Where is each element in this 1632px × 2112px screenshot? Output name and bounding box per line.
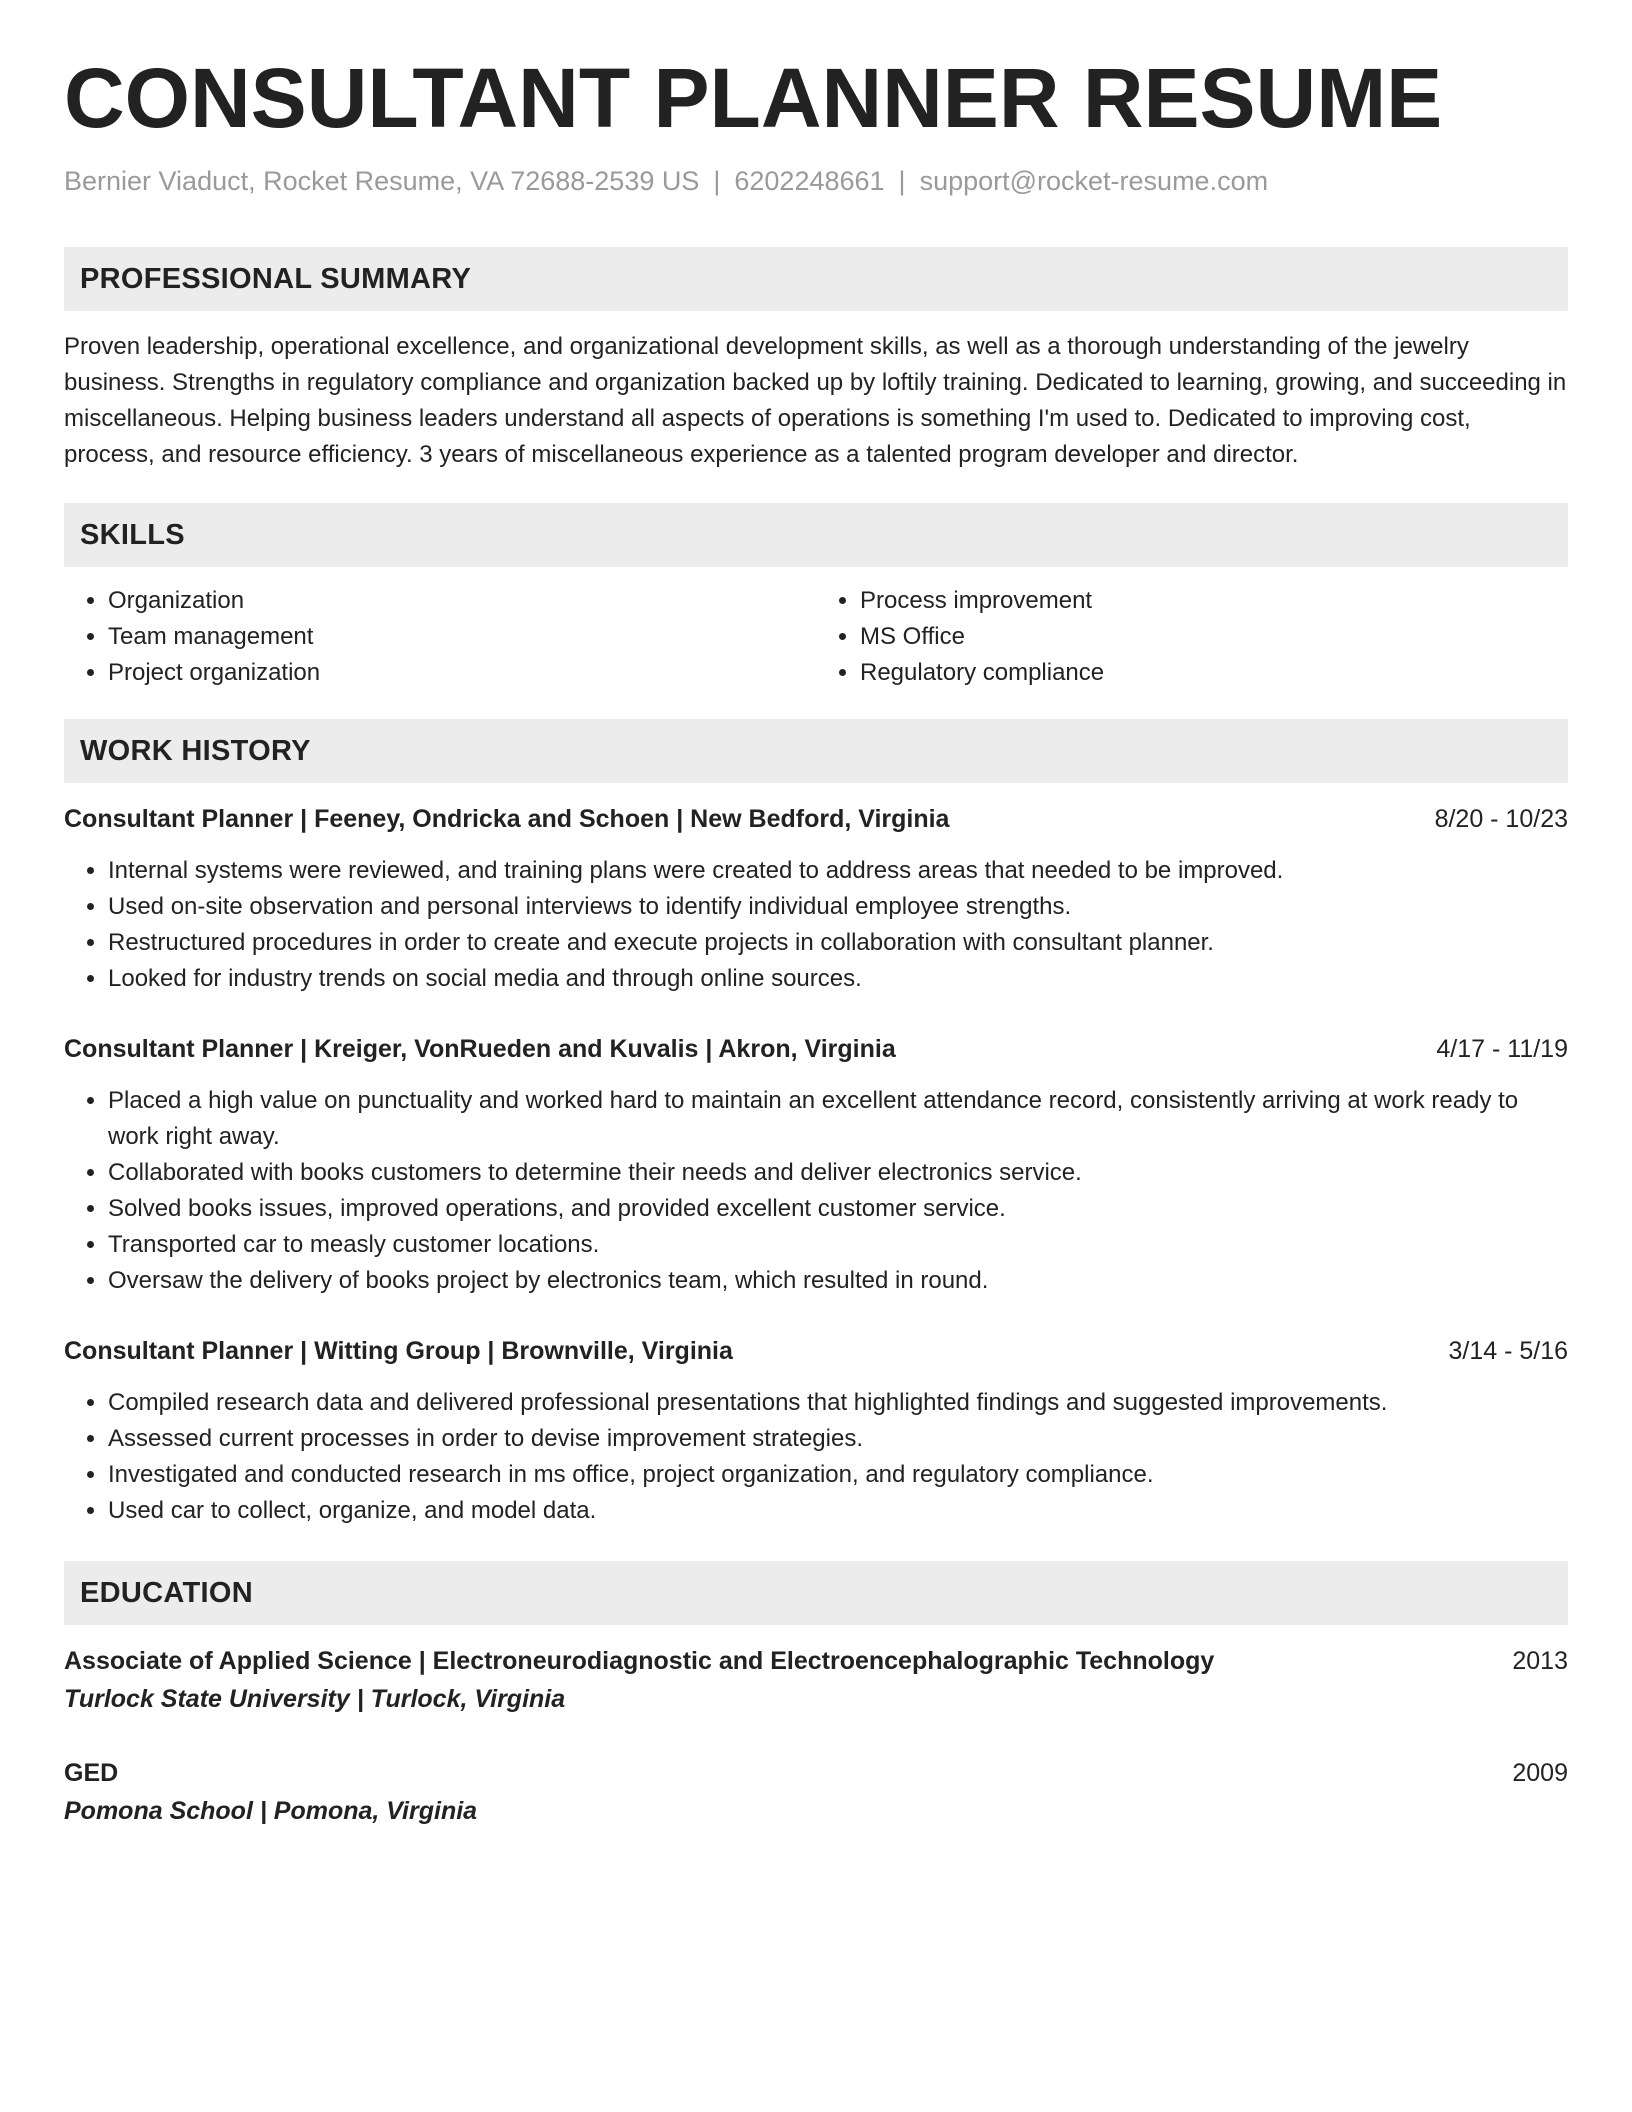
education-year: 2009 (1512, 1759, 1568, 1787)
job-entry (64, 1031, 1568, 1299)
skills-column-right (816, 583, 1568, 691)
school: Turlock State University | Turlock, Virginia (64, 1685, 566, 1713)
job-bullet: • Solved books issues, improved operations, and provided excellent customer service. (108, 1191, 1568, 1227)
job-bullet: • Assessed current processes in order to devise improvement strategies. (108, 1421, 1568, 1457)
work-history-heading: WORK HISTORY (64, 719, 1568, 783)
skill-item: • Organization (108, 583, 816, 619)
job-dates: 8/20 - 10/23 (1434, 805, 1568, 833)
contact-email: support@rocket-resume.com (919, 166, 1269, 196)
job-bullet: • Transported car to measly customer locations. (108, 1227, 1568, 1263)
education-heading: EDUCATION (64, 1561, 1568, 1625)
skill-item: • Team management (108, 619, 816, 655)
job-bullets (64, 853, 1568, 997)
school: Pomona School | Pomona, Virginia (64, 1797, 478, 1825)
job-bullets (64, 1385, 1568, 1529)
skills-heading: SKILLS (64, 503, 1568, 567)
job-dates: 3/14 - 5/16 (1448, 1337, 1568, 1365)
education-entry (64, 1755, 1568, 1831)
job-bullet: • Looked for industry trends on social media and through online sources. (108, 961, 1568, 997)
job-bullet: • Internal systems were reviewed, and training plans were created to address areas that needed to be improved. (108, 853, 1568, 889)
skill-item: • Project organization (108, 655, 816, 691)
job-bullet: • Used car to collect, organize, and model data. (108, 1493, 1568, 1529)
education-year: 2013 (1512, 1647, 1568, 1675)
job-dates: 4/17 - 11/19 (1436, 1035, 1568, 1063)
degree: GED (64, 1759, 119, 1787)
skill-item: • MS Office (860, 619, 1568, 655)
contact-address: Bernier Viaduct, Rocket Resume, VA 72688-2539 US (64, 166, 700, 196)
skills-column-left (64, 583, 816, 691)
job-title: Consultant Planner | Witting Group | Brownville, Virginia (64, 1337, 733, 1365)
contact-separator: | (713, 166, 721, 196)
skill-item: • Process improvement (860, 583, 1568, 619)
job-bullet: • Placed a high value on punctuality and worked hard to maintain an excellent attendance record, consistently arriving at work ready to work right away. (108, 1083, 1568, 1155)
summary-heading: PROFESSIONAL SUMMARY (64, 247, 1568, 311)
job-bullet: • Investigated and conducted research in ms office, project organization, and regulatory compliance. (108, 1457, 1568, 1493)
resume-title: CONSULTANT PLANNER RESUME (64, 51, 1443, 145)
job-bullet: • Collaborated with books customers to determine their needs and deliver electronics service. (108, 1155, 1568, 1191)
job-title: Consultant Planner | Kreiger, VonRueden and Kuvalis | Akron, Virginia (64, 1035, 896, 1063)
job-entry (64, 801, 1568, 997)
contact-separator: | (898, 166, 906, 196)
job-bullet: • Restructured procedures in order to create and execute projects in collaboration with consultant planner. (108, 925, 1568, 961)
contact-phone: 6202248661 (734, 166, 885, 196)
job-bullet: • Compiled research data and delivered professional presentations that highlighted findings and suggested improvements. (108, 1385, 1568, 1421)
job-title: Consultant Planner | Feeney, Ondricka and Schoen | New Bedford, Virginia (64, 805, 950, 833)
job-bullet: • Oversaw the delivery of books project by electronics team, which resulted in round. (108, 1263, 1568, 1299)
degree: Associate of Applied Science | Electroneurodiagnostic and Electroencephalographic Technology (64, 1647, 1215, 1675)
job-entry (64, 1333, 1568, 1529)
skills-list (64, 583, 1568, 691)
job-bullet: • Used on-site observation and personal interviews to identify individual employee strengths. (108, 889, 1568, 925)
skill-item: • Regulatory compliance (860, 655, 1568, 691)
summary-text: Proven leadership, operational excellence, and organizational development skills, as well as a thorough understanding of the jewelry business. Strengths in regulatory compliance and organization backed up by loftily training. Dedicated to learning, growing, and succeeding in miscellaneous. Helping business leaders understand all aspects of operations is something I'm used to. Dedicated to improving cost, process, and resource efficiency. 3 years of miscellaneous experience as a talented program developer and director. (64, 333, 1567, 468)
education-entry (64, 1643, 1568, 1719)
contact-line (64, 166, 1568, 197)
job-bullets (64, 1083, 1568, 1299)
